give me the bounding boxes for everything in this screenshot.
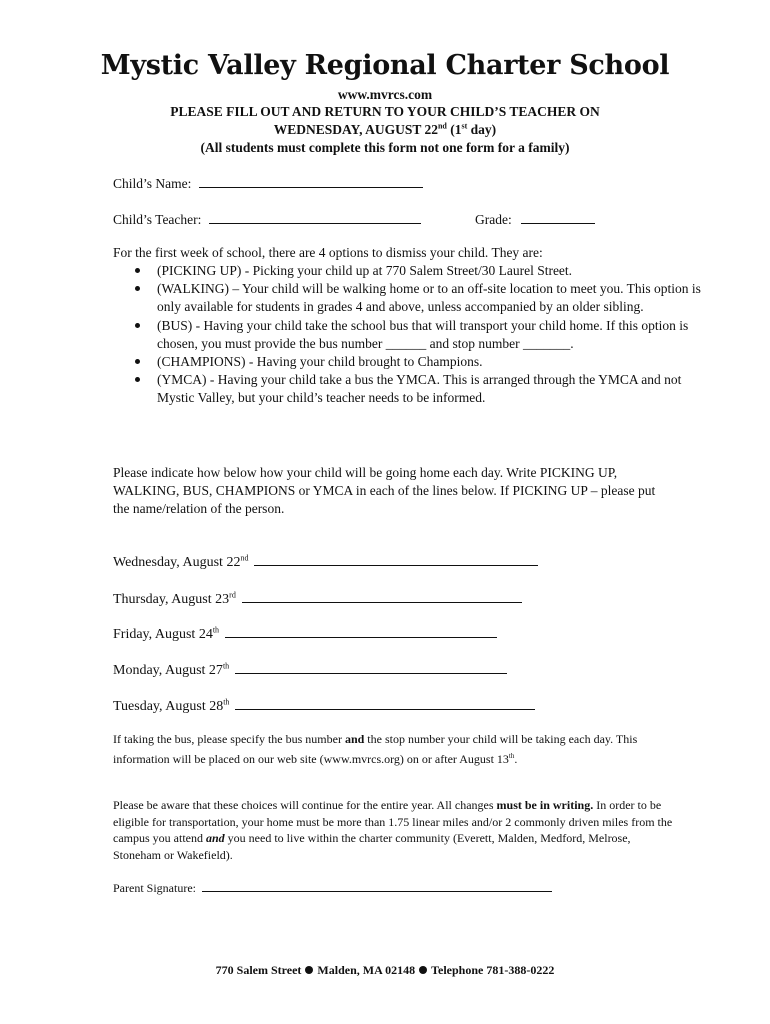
signature-label: Parent Signature: xyxy=(113,881,196,895)
footer-address: 770 Salem Street xyxy=(215,963,302,977)
date-suffix: th xyxy=(508,751,515,760)
signature-field[interactable] xyxy=(202,880,552,892)
day-answer-field[interactable] xyxy=(235,660,507,674)
bullet-icon xyxy=(135,323,140,328)
grade-field[interactable] xyxy=(521,210,595,224)
option-bus xyxy=(157,317,717,353)
bullet-icon xyxy=(135,268,140,273)
option-walking xyxy=(157,280,717,316)
footer-contact xyxy=(0,963,770,978)
day-suffix: rd xyxy=(229,590,236,600)
option-text: (CHAMPIONS) - Having your child brought to Champions. xyxy=(157,354,483,370)
grade-label: Grade: xyxy=(475,212,512,227)
option-text: (PICKING UP) - Picking your child up at 770 Salem Street/30 Laurel Street. xyxy=(157,263,573,278)
option-text: (WALKING) – Your child will be walking home or to an off-site location to meet you. This option is only available for students in grades 4 and above, unless accompanied by an older sibling. xyxy=(157,281,701,315)
day-suffix: th xyxy=(212,625,220,635)
bus-note-text: the stop number your child will be taking each day. This information will be placed on our web site (www.mvrcs.org) on or after August 13 xyxy=(113,732,638,766)
options-intro: For the first week of school, there are 4 options to dismiss your child. They are: xyxy=(113,245,543,260)
indicate-instructions: Please indicate how below how your child will be going home each day. Write PICKING UP, WALKING, BUS, CHAMPIONS or YMCA in each of the lines below. If PICKING UP – please put the name/relation of the person. xyxy=(113,465,656,516)
separator-dot-icon xyxy=(305,966,313,974)
instruction-post: day) xyxy=(467,122,497,137)
year-note-emphasis: must be in writing. xyxy=(496,798,594,812)
day-row-tuesday xyxy=(113,696,535,715)
dismissal-options-list xyxy=(113,262,717,408)
child-teacher-label: Child’s Teacher: xyxy=(113,212,202,227)
instruction-line-1: PLEASE FILL OUT AND RETURN TO YOUR CHILD’S TEACHER ON xyxy=(170,104,600,119)
day-answer-field[interactable] xyxy=(225,624,497,638)
child-name-field[interactable] xyxy=(199,174,423,188)
year-note-text: Please be aware that these choices will continue for the entire year. All changes xyxy=(113,798,497,812)
child-name-row xyxy=(113,174,423,193)
day-label: Tuesday, August 28 xyxy=(113,699,224,714)
footer-phone: Telephone 781-388-0222 xyxy=(431,963,555,977)
bus-note-text: If taking the bus, please specify the bus number xyxy=(113,732,345,746)
day-suffix: th xyxy=(222,661,230,671)
child-teacher-field[interactable] xyxy=(209,210,421,224)
day-suffix: nd xyxy=(240,553,249,563)
year-note-text: In order to be eligible for transportation, your home must be more than 1.75 linear miles and/or 2 commonly driven miles from the campus you attend xyxy=(113,798,673,845)
year-note-text: you need to live within the charter community (Everett, Malden, Medford, Melrose, Stoneham or Wakefield). xyxy=(113,831,631,862)
day-label: Monday, August 27 xyxy=(113,663,223,678)
day-row-wednesday xyxy=(113,552,538,571)
year-note xyxy=(113,797,673,863)
date-suffix: nd xyxy=(437,121,447,131)
bus-note xyxy=(113,731,673,767)
day-answer-field[interactable] xyxy=(235,696,535,710)
bullet-icon xyxy=(135,377,140,382)
instruction-line-2 xyxy=(0,121,770,139)
option-text: (BUS) - Having your child take the school bus that will transport your child home. If this option is chosen, you must provide the bus number ______ and stop number _______. xyxy=(157,317,689,351)
instruction-date: WEDNESDAY, AUGUST 22 xyxy=(273,122,438,137)
day-answer-field[interactable] xyxy=(254,552,538,566)
school-website: www.mvrcs.com xyxy=(337,87,433,102)
option-picking-up xyxy=(157,262,717,280)
day-label: Wednesday, August 22 xyxy=(113,555,241,570)
bullet-icon xyxy=(135,359,140,364)
instruction-mid: (1 xyxy=(446,122,462,137)
school-name: Mystic Valley Regional Charter School xyxy=(100,50,670,81)
option-champions xyxy=(157,353,717,371)
option-ymca xyxy=(157,371,717,407)
bus-note-emphasis: and xyxy=(344,732,365,746)
day-row-friday xyxy=(113,624,497,643)
separator-dot-icon xyxy=(419,966,427,974)
day-answer-field[interactable] xyxy=(242,589,522,603)
child-name-label: Child’s Name: xyxy=(113,176,192,191)
bus-note-text: . xyxy=(514,751,518,766)
day-row-monday xyxy=(113,660,507,679)
bullet-icon xyxy=(135,286,140,291)
year-note-emphasis: and xyxy=(205,831,225,845)
child-teacher-row xyxy=(113,210,421,229)
day-label: Thursday, August 23 xyxy=(113,592,230,607)
option-text: (YMCA) - Having your child take a bus the YMCA. This is arranged through the YMCA and not Mystic Valley, but your child’s teacher needs to be informed. xyxy=(157,372,682,406)
day-label: Friday, August 24 xyxy=(113,627,213,642)
signature-row xyxy=(113,880,673,897)
family-note: (All students must complete this form not one form for a family) xyxy=(200,140,570,155)
grade-row xyxy=(475,210,595,229)
day-suffix: th xyxy=(223,697,230,707)
footer-city: Malden, MA 02148 xyxy=(317,963,416,977)
ordinal-suffix: st xyxy=(461,121,468,131)
day-row-thursday xyxy=(113,589,522,608)
